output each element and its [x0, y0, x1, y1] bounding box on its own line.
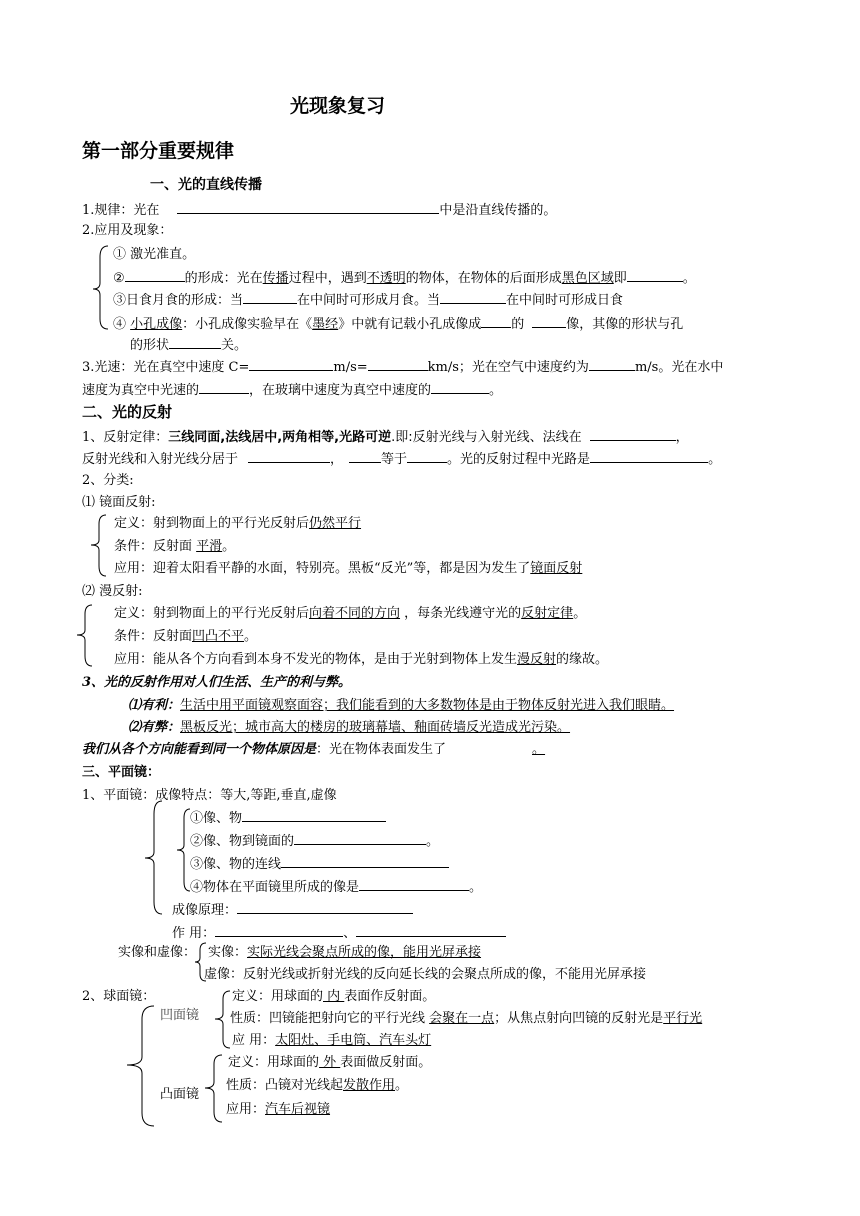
feature-3: ③像、物的连线 [190, 854, 449, 874]
convex-property: 性质：凸镜对光线起发散作用。 [226, 1078, 409, 1093]
part-heading: 第一部分重要规律 [82, 140, 235, 162]
feature-1: ①像、物 [190, 808, 386, 828]
app-item-4: ④ 小孔成像：小孔成像实验早在《墨经》中就有记载小孔成像成 的 像，其像的形状与孔 [113, 314, 683, 334]
convex-mirror-label: 凸面镜 [160, 1087, 200, 1102]
real-image: 实像：实际光线会聚点所成的像，能用光屏承接 [208, 945, 482, 960]
mirror-condition: 条件：反射面 平滑。 [114, 539, 236, 554]
law-line: 1.规律：光在 中是沿直线传播的。 [82, 200, 556, 220]
concave-property: 性质：凹镜能把射向它的平行光线 会聚在一点；从焦点射向凹镜的反射光是平行光 [230, 1011, 703, 1026]
section-heading-rectilinear: 一、光的直线传播 [150, 177, 262, 193]
brace-mirror-reflection [90, 514, 110, 578]
concave-mirror-label: 凹面镜 [160, 1008, 200, 1023]
pros-line: ⑴有利：生活中用平面镜观察面容；我们能看到的大多数物体是由于物体反射光进入我们眼睛。 [128, 698, 675, 713]
plane-mirror-use: 作 用： 、 [172, 923, 506, 943]
reason-line: 我们从各个方向能看到同一个物体原因是：光在物体表面发生了 。 [82, 742, 546, 757]
app-item-4-cont: 的形状 关。 [130, 335, 247, 355]
brace-applications [92, 245, 112, 331]
diffuse-definition: 定义：射到物面上的平行光反射后向着不同的方向 ，每条光线遵守光的反射定律。 [114, 606, 587, 621]
speed-line-2: 速度为真空中光速的 ，在玻璃中速度为真空中速度的 。 [82, 380, 502, 400]
brace-diffuse-reflection [76, 604, 96, 668]
brace-spherical-mirror [126, 1005, 156, 1127]
virtual-image: 虚像：反射光线或折射光线的反向延长线的会聚点所成的像，不能用光屏承接 [204, 967, 647, 982]
convex-application: 应用：汽车后视镜 [226, 1102, 331, 1117]
cons-line: ⑵有弊：黑板反光；城市高大的楼房的玻璃幕墙、釉面砖墙反光造成光污染。 [128, 720, 571, 735]
spherical-mirror-label: 2、球面镜： [82, 989, 156, 1004]
diffuse-application: 应用：能从各个方向看到本身不发光的物体，是由于光射到物体上发生漫反射的缘故。 [114, 652, 609, 667]
diffuse-condition: 条件：反射面凹凸不平。 [114, 629, 258, 644]
mirror-application: 应用：迎着太阳看平静的水面，特别亮。黑板“反光”等，都是因为发生了镜面反射 [114, 561, 583, 576]
real-virtual-label: 实像和虚像： [118, 945, 197, 960]
app-item-3: ③日食月食的形成：当 在中间时可形成月食。当 在中间时可形成日食 [113, 290, 623, 310]
mirror-definition: 定义：射到物面上的平行光反射后仍然平行 [114, 516, 362, 531]
speed-line-1: 3.光速：光在真空中速度 C= m/s= km/s；光在空气中速度约为 m/s。光在水中 [82, 357, 723, 377]
section-heading-reflection: 二、光的反射 [82, 403, 173, 421]
applications-label: 2.应用及现象： [82, 223, 173, 238]
reflection-law-line: 1、反射定律：三线同面,法线居中,两角相等,光路可逆.即:反射光线与入射光线、法线在 ， [82, 427, 689, 447]
convex-definition: 定义：用球面的 外 表面做反射面。 [228, 1055, 432, 1070]
app-item-1: ① 激光准直。 [113, 247, 196, 262]
diffuse-reflection-heading: ⑵ 漫反射: [82, 584, 143, 599]
classification-label: 2、分类: [82, 473, 134, 488]
concave-definition: 定义：用球面的 内 表面作反射面。 [232, 989, 436, 1004]
brace-convex [204, 1054, 224, 1124]
concave-application: 应 用：太阳灶、手电筒、汽车头灯 [232, 1033, 432, 1048]
feature-2: ②像、物到镜面的 。 [190, 831, 439, 851]
page-title: 光现象复习 [290, 95, 386, 117]
reflection-law-line-2: 反射光线和入射光线分居于 ， 等于 。光的反射过程中光路是 。 [82, 449, 721, 469]
effects-heading: 3、光的反射作用对人们生活、生产的利与弊。 [82, 675, 352, 690]
feature-4: ④物体在平面镜里所成的像是 。 [190, 877, 482, 897]
plane-mirror-line: 1、平面镜：成像特点：等大,等距,垂直,虚像 [82, 788, 337, 803]
imaging-principle: 成像原理： [172, 900, 413, 920]
app-item-2: ② 的形成：光在传播过程中，遇到不透明的物体，在物体的后面形成黑色区域即 。 [113, 268, 696, 288]
brace-plane-mirror [144, 800, 164, 916]
mirror-reflection-heading: ⑴ 镜面反射: [82, 495, 156, 510]
section-heading-plane-mirror: 三、平面镜： [82, 765, 161, 780]
